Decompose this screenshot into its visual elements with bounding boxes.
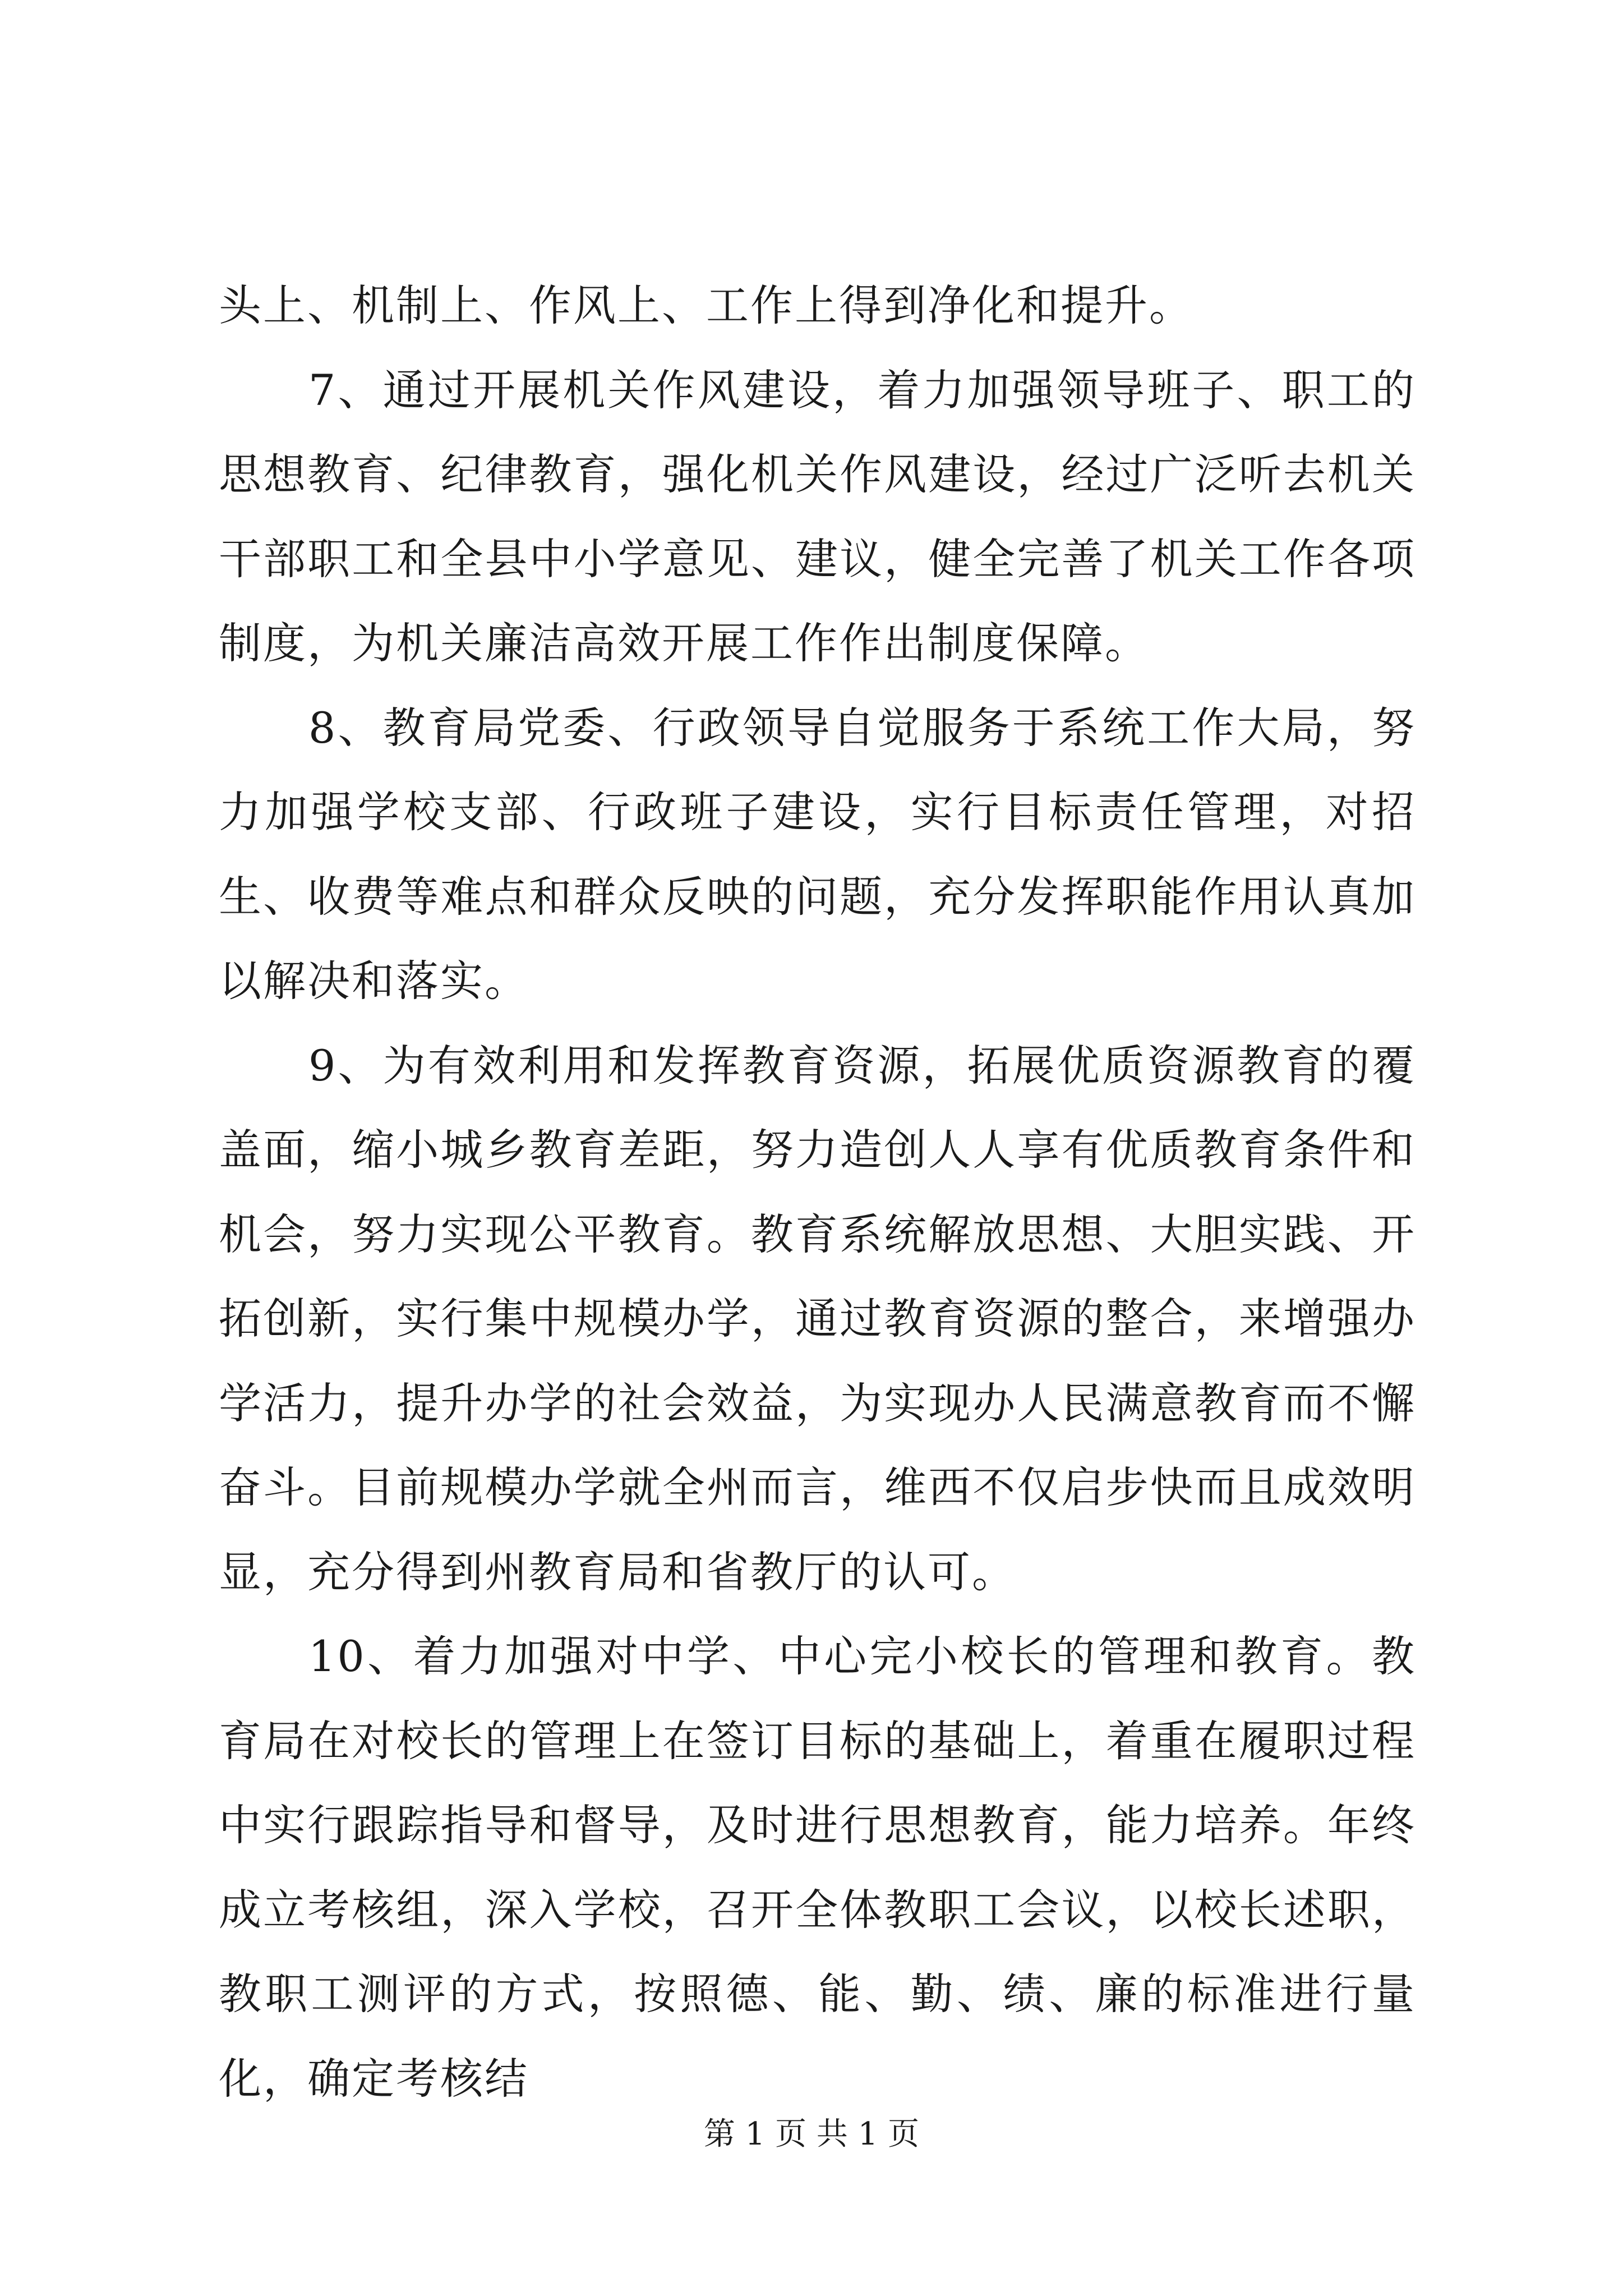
paragraph-item-9: 9、为有效利用和发挥教育资源，拓展优质资源教育的覆盖面，缩小城乡教育差距，努力造创人人享有优质教育条件和机会，努力实现公平教育。教育系统解放思想、大胆实践、开拓创新，实行集中规模办学，通过教育资源的整合，来增强办学活力，提升办学的社会效益，为实现办人民满意教育而不懈奋斗。目前规模办学就全州而言，维西不仅启步快而且成效明显，充分得到州教育局和省教厅的认可。: [219, 1040, 1416, 1597]
paragraph-continuation: 头上、机制上、作风上、工作上得到净化和提升。: [219, 280, 1193, 330]
page-footer: [0, 2115, 1623, 2154]
paragraph-item-10: 10、着力加强对中学、中心完小校长的管理和教育。教育局在对校长的管理上在签订目标的基础上，着重在履职过程中实行跟踪指导和督导，及时进行思想教育，能力培养。年终成立考核组，深入学校，召开全体教职工会议，以校长述职，教职工测评的方式，按照德、能、勤、绩、廉的标准进行量化，确定考核结: [219, 1631, 1416, 2104]
document-body: [219, 264, 1416, 2121]
page-number-label: 第 1 页 共 1 页: [703, 2116, 920, 2152]
paragraph-item-8: 8、教育局党委、行政领导自觉服务于系统工作大局，努力加强学校支部、行政班子建设，实行目标责任管理，对招生、收费等难点和群众反映的问题，充分发挥职能作用认真加以解决和落实。: [219, 702, 1416, 1006]
paragraph-item-7: 7、通过开展机关作风建设，着力加强领导班子、职工的思想教育、纪律教育，强化机关作风建设，经过广泛听去机关干部职工和全县中小学意见、建议，健全完善了机关工作各项制度，为机关廉洁高效开展工作作出制度保障。: [219, 365, 1416, 668]
